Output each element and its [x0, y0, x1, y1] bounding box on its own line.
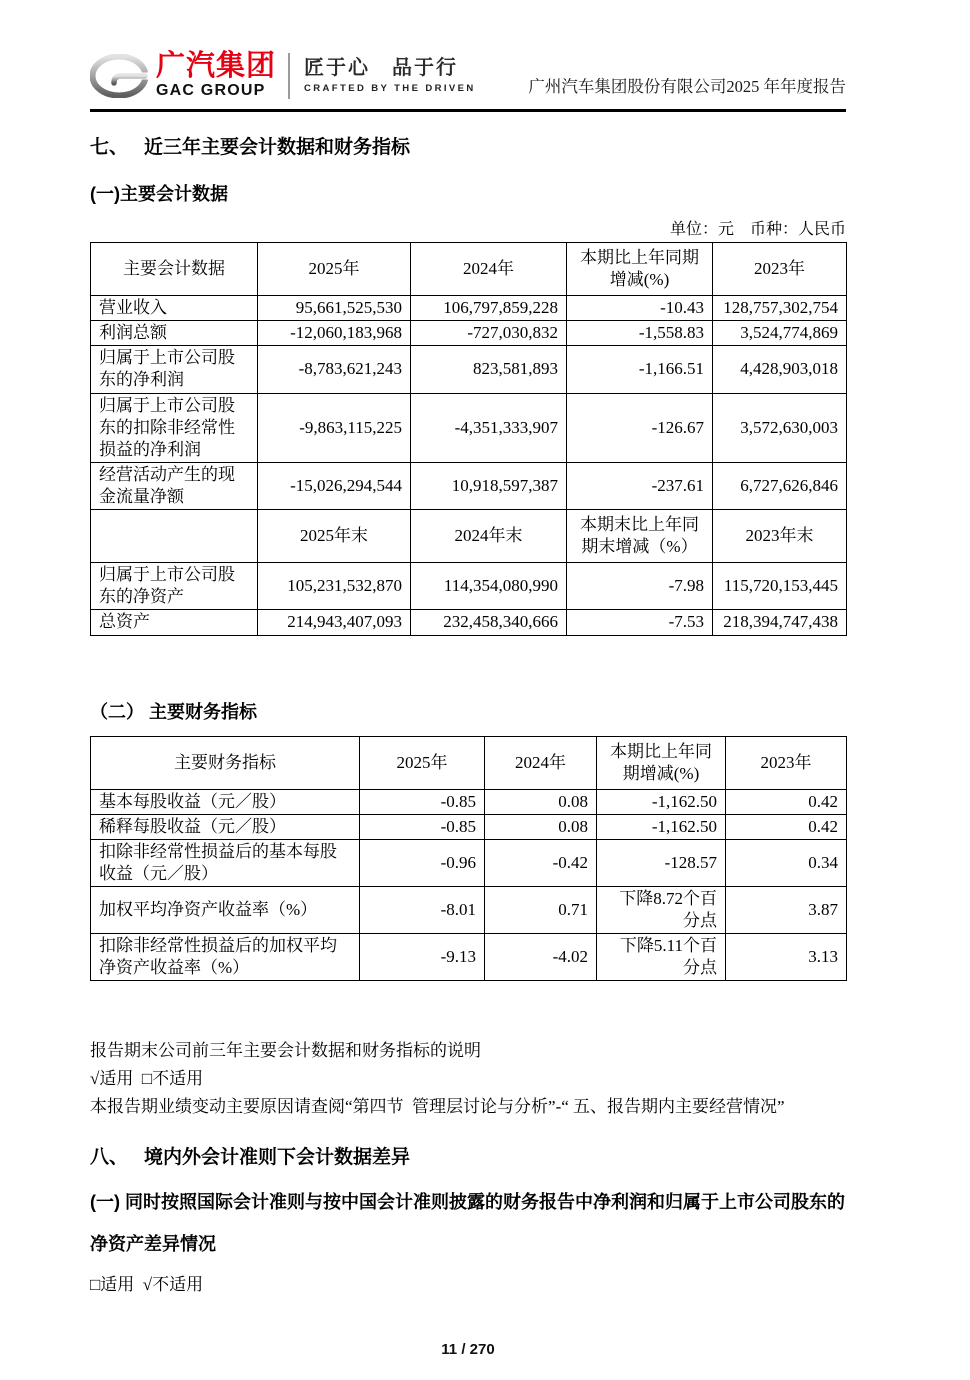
column-header: 2024年	[485, 736, 597, 789]
slogan-chinese: 匠于心 品于行	[304, 56, 459, 79]
applicability-line: □适用 √不适用	[90, 1274, 204, 1294]
value-cell: 4,428,903,018	[713, 346, 847, 393]
notes-line-1: 报告期末公司前三年主要会计数据和财务指标的说明	[90, 1041, 481, 1061]
value-cell: -237.61	[567, 462, 713, 509]
value-cell: 3.87	[726, 887, 847, 934]
value-cell: 0.34	[726, 839, 847, 886]
section-8-title: 境内外会计准则下会计数据差异	[144, 1147, 411, 1169]
value-cell: -9.13	[360, 934, 485, 981]
table-row	[91, 887, 847, 934]
column-header: 2025年	[258, 243, 411, 296]
accounting-data-table	[90, 242, 847, 636]
row-label: 加权平均净资产收益率（%）	[91, 887, 360, 934]
slogan-english: CRAFTED BY THE DRIVEN	[304, 82, 476, 94]
table-header-row	[91, 736, 847, 789]
value-cell: -4,351,333,907	[411, 393, 567, 462]
row-label: 归属于上市公司股东的净利润	[91, 346, 258, 393]
subsection-7-1-heading: (一)主要会计数据	[90, 184, 228, 204]
table-header-row	[91, 243, 847, 296]
value-cell: -8.01	[360, 887, 485, 934]
logo-english-name: GAC GROUP	[156, 82, 266, 99]
table-row	[91, 839, 847, 886]
subsection-8-1-heading: (一) 同时按照国际会计准则与按中国会计准则披露的财务报告中净利润和归属于上市公司股东的净资产差异情况	[90, 1192, 845, 1255]
value-cell: -1,162.50	[597, 789, 726, 814]
row-label: 总资产	[91, 610, 258, 635]
column-header	[91, 510, 258, 563]
row-label: 稀释每股收益（元／股）	[91, 814, 360, 839]
brand-slogan	[304, 58, 476, 94]
section-8-heading	[90, 1142, 846, 1169]
row-label: 利润总额	[91, 321, 258, 346]
value-cell: -15,026,294,544	[258, 462, 411, 509]
column-header: 本期比上年同期增减(%)	[567, 243, 713, 296]
value-cell: -12,060,183,968	[258, 321, 411, 346]
value-cell: 114,354,080,990	[411, 563, 567, 610]
value-cell: -4.02	[485, 934, 597, 981]
notes-line-3: 本报告期业绩变动主要原因请查阅“第四节 管理层讨论与分析”-“ 五、报告期内主要经营情况”	[90, 1096, 785, 1116]
value-cell: -10.43	[567, 296, 713, 321]
notes-block	[90, 1037, 846, 1120]
value-cell: -0.85	[360, 789, 485, 814]
table-row	[91, 296, 847, 321]
value-cell: 115,720,153,445	[713, 563, 847, 610]
value-cell: 105,231,532,870	[258, 563, 411, 610]
value-cell: -1,166.51	[567, 346, 713, 393]
row-label: 归属于上市公司股东的扣除非经常性损益的净利润	[91, 393, 258, 462]
logo-divider	[288, 53, 290, 99]
value-cell: 0.71	[485, 887, 597, 934]
report-title: 广州汽车集团股份有限公司2025 年年度报告	[528, 77, 846, 96]
table-row	[91, 934, 847, 981]
table-row	[91, 321, 847, 346]
gac-emblem-icon	[90, 54, 148, 98]
column-header: 本期末比上年同期末增减（%）	[567, 510, 713, 563]
logo-chinese-name: 广汽集团	[156, 50, 277, 82]
value-cell: -0.85	[360, 814, 485, 839]
logo-text	[156, 52, 276, 99]
column-header: 2023年末	[713, 510, 847, 563]
table-row	[91, 789, 847, 814]
value-cell: -9,863,115,225	[258, 393, 411, 462]
value-cell: -1,162.50	[597, 814, 726, 839]
value-cell: 3.13	[726, 934, 847, 981]
value-cell: 232,458,340,666	[411, 610, 567, 635]
section-8-number: 八、	[90, 1147, 129, 1169]
section-7-number: 七、	[90, 137, 129, 158]
value-cell: 106,797,859,228	[411, 296, 567, 321]
value-cell: 95,661,525,530	[258, 296, 411, 321]
table-mid-header-row	[91, 510, 847, 563]
column-header: 2023年	[713, 243, 847, 296]
table-row	[91, 610, 847, 635]
value-cell: 218,394,747,438	[713, 610, 847, 635]
value-cell: -8,783,621,243	[258, 346, 411, 393]
row-label: 基本每股收益（元／股）	[91, 789, 360, 814]
table-row	[91, 346, 847, 393]
value-cell: 3,572,630,003	[713, 393, 847, 462]
value-cell: 3,524,774,869	[713, 321, 847, 346]
value-cell: -7.98	[567, 563, 713, 610]
section-7-title: 近三年主要会计数据和财务指标	[144, 137, 411, 158]
column-header: 2023年	[726, 736, 847, 789]
value-cell: 0.08	[485, 814, 597, 839]
value-cell: -126.67	[567, 393, 713, 462]
column-header: 2025年	[360, 736, 485, 789]
applicability-line: √适用 □不适用	[90, 1068, 204, 1088]
column-header: 2024年末	[411, 510, 567, 563]
value-cell: -1,558.83	[567, 321, 713, 346]
value-cell: 6,727,626,846	[713, 462, 847, 509]
column-header: 本期比上年同期增减(%)	[597, 736, 726, 789]
value-cell: 0.42	[726, 789, 847, 814]
table-row	[91, 563, 847, 610]
value-cell: 10,918,597,387	[411, 462, 567, 509]
value-cell: -0.96	[360, 839, 485, 886]
row-label: 经营活动产生的现金流量净额	[91, 462, 258, 509]
row-label: 扣除非经常性损益后的基本每股收益（元／股）	[91, 839, 360, 886]
column-header: 2025年末	[258, 510, 411, 563]
value-cell: 0.08	[485, 789, 597, 814]
gac-logo	[90, 52, 276, 99]
row-label: 营业收入	[91, 296, 258, 321]
column-header: 2024年	[411, 243, 567, 296]
subsection-7-2-heading: （二） 主要财务指标	[90, 701, 258, 722]
value-cell: 0.42	[726, 814, 847, 839]
page-number: 11 / 270	[441, 1340, 495, 1358]
value-cell: 下降8.72个百分点	[597, 887, 726, 934]
currency-unit-note: 单位：元 币种：人民币	[669, 221, 846, 238]
column-header: 主要会计数据	[91, 243, 258, 296]
value-cell: -0.42	[485, 839, 597, 886]
value-cell: 128,757,302,754	[713, 296, 847, 321]
value-cell: -7.53	[567, 610, 713, 635]
row-label: 扣除非经常性损益后的加权平均净资产收益率（%）	[91, 934, 360, 981]
section-7-heading	[90, 132, 846, 159]
page-header	[90, 0, 846, 112]
value-cell: -727,030,832	[411, 321, 567, 346]
value-cell: 214,943,407,093	[258, 610, 411, 635]
financial-indicators-table	[90, 736, 847, 982]
value-cell: 823,581,893	[411, 346, 567, 393]
column-header: 主要财务指标	[91, 736, 360, 789]
row-label: 归属于上市公司股东的净资产	[91, 563, 258, 610]
value-cell: -128.57	[597, 839, 726, 886]
table-row	[91, 393, 847, 462]
table-row	[91, 814, 847, 839]
table-row	[91, 462, 847, 509]
value-cell: 下降5.11个百分点	[597, 934, 726, 981]
